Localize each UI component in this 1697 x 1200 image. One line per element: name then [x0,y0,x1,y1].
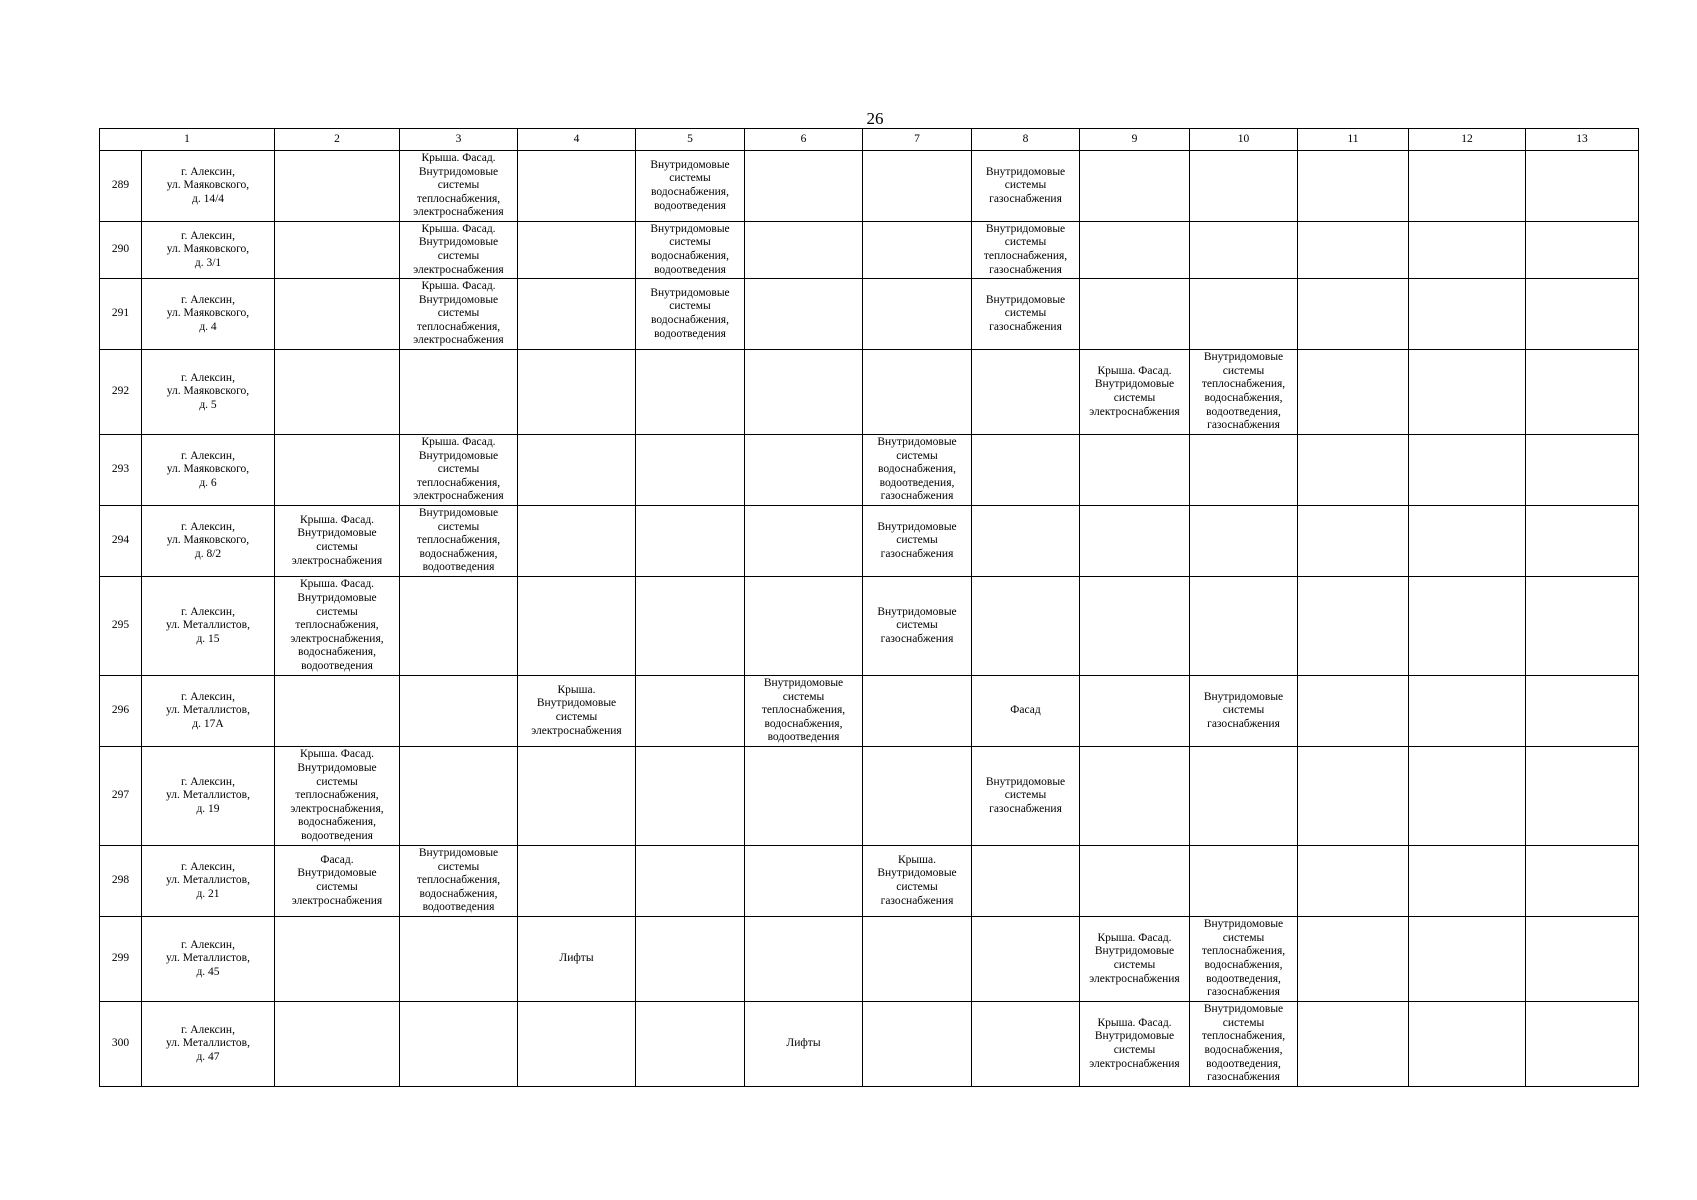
work-cell-col-9 [1080,151,1190,222]
work-description: Лифты [786,1037,821,1050]
work-cell-col-9 [1080,1002,1190,1087]
row-number-cell [100,747,142,846]
work-cell-col-2 [275,676,400,747]
work-cell-col-11 [1298,350,1409,435]
work-cell-col-7 [863,577,972,676]
work-cell-col-7 [863,917,972,1002]
row-number: 298 [111,874,130,887]
row-number-cell [100,222,142,279]
address-text: г. Алексин, ул. Маяковского, д. 14/4 [166,165,250,205]
work-cell-col-8 [972,506,1080,577]
work-description: Внутридомовые системы газоснабжения [985,775,1066,815]
table-row [100,1002,1639,1087]
work-cell-col-5 [636,676,745,747]
address-cell [142,222,275,279]
work-cell-col-3 [400,151,518,222]
work-cell-col-13 [1526,676,1639,747]
work-cell-col-8 [972,435,1080,506]
work-cell-col-2 [275,846,400,917]
work-cell-col-9 [1080,747,1190,846]
row-number-cell [100,506,142,577]
work-cell-col-7 [863,222,972,279]
work-description: Крыша. Фасад. Внутридомовые системы электроснабжения [1089,364,1180,418]
work-cell-col-12 [1409,577,1526,676]
work-description: Фасад [1010,704,1041,717]
work-cell-col-5 [636,279,745,350]
row-number: 293 [111,463,130,476]
work-cell-col-13 [1526,279,1639,350]
work-cell-col-3 [400,350,518,435]
work-cell-col-5 [636,846,745,917]
work-description: Крыша. Фасад. Внутридомовые системы теплоснабжения, электроснабжения, водоснабжения, водоотведения [290,748,384,842]
work-cell-col-6 [745,747,863,846]
work-cell-col-13 [1526,747,1639,846]
work-cell-col-10 [1190,151,1298,222]
work-cell-col-11 [1298,747,1409,846]
column-header: 8 [972,129,1080,151]
page-number: 26 [866,109,884,128]
table-row [100,506,1639,577]
work-cell-col-2 [275,435,400,506]
work-cell-col-2 [275,279,400,350]
address-cell [142,506,275,577]
column-header: 10 [1190,129,1298,151]
work-description: Внутридомовые системы газоснабжения [985,293,1066,333]
work-cell-col-4 [518,222,636,279]
work-description: Крыша. Фасад. Внутридомовые системы теплоснабжения, электроснабжения, водоснабжения, водоотведения [290,578,384,672]
work-cell-col-5 [636,151,745,222]
work-cell-col-10 [1190,279,1298,350]
address-cell [142,279,275,350]
work-cell-col-12 [1409,350,1526,435]
work-cell-col-7 [863,506,972,577]
row-number-cell [100,577,142,676]
column-number-row [100,129,1639,151]
work-cell-col-11 [1298,506,1409,577]
work-cell-col-13 [1526,350,1639,435]
work-cell-col-6 [745,151,863,222]
work-cell-col-10 [1190,506,1298,577]
work-cell-col-11 [1298,846,1409,917]
work-cell-col-9 [1080,279,1190,350]
row-number-cell [100,151,142,222]
table-row [100,435,1639,506]
work-cell-col-8 [972,676,1080,747]
work-description: Внутридомовые системы теплоснабжения, водоснабжения, водоотведения [416,847,501,914]
column-header: 1 [100,129,275,151]
work-cell-col-10 [1190,350,1298,435]
work-cell-col-9 [1080,846,1190,917]
row-number-cell [100,350,142,435]
work-cell-col-3 [400,747,518,846]
work-cell-col-9 [1080,222,1190,279]
address-text: г. Алексин, ул. Маяковского, д. 6 [166,449,250,489]
work-cell-col-8 [972,151,1080,222]
work-cell-col-11 [1298,222,1409,279]
work-cell-col-13 [1526,577,1639,676]
work-description: Внутридомовые системы теплоснабжения, водоснабжения, водоотведения [761,677,846,744]
work-cell-col-5 [636,747,745,846]
work-cell-col-10 [1190,222,1298,279]
work-cell-col-2 [275,917,400,1002]
work-cell-col-4 [518,1002,636,1087]
work-cell-col-3 [400,222,518,279]
work-cell-col-3 [400,506,518,577]
table-row [100,279,1639,350]
address-cell [142,350,275,435]
work-cell-col-9 [1080,506,1190,577]
row-number: 291 [111,307,130,320]
table-row [100,222,1639,279]
work-cell-col-3 [400,435,518,506]
column-header: 3 [400,129,518,151]
column-header: 4 [518,129,636,151]
work-description: Внутридомовые системы водоснабжения, водоотведения [650,286,730,340]
address-cell [142,747,275,846]
work-description: Внутридомовые системы водоснабжения, водоотведения [650,222,730,276]
column-header: 13 [1526,129,1639,151]
work-cell-col-9 [1080,917,1190,1002]
address-text: г. Алексин, ул. Металлистов, д. 47 [166,1023,250,1063]
row-number-cell [100,1002,142,1087]
address-text: г. Алексин, ул. Маяковского, д. 3/1 [166,229,250,269]
work-cell-col-7 [863,747,972,846]
work-cell-col-8 [972,350,1080,435]
work-cell-col-12 [1409,1002,1526,1087]
work-cell-col-4 [518,917,636,1002]
work-cell-col-8 [972,279,1080,350]
work-cell-col-8 [972,917,1080,1002]
work-cell-col-4 [518,747,636,846]
work-cell-col-12 [1409,747,1526,846]
work-description: Крыша. Фасад. Внутридомовые системы теплоснабжения, электроснабжения [413,280,504,347]
work-cell-col-7 [863,846,972,917]
work-cell-col-4 [518,435,636,506]
work-cell-col-3 [400,846,518,917]
table-row [100,676,1639,747]
work-cell-col-6 [745,846,863,917]
address-text: г. Алексин, ул. Металлистов, д. 21 [166,860,250,900]
work-cell-col-12 [1409,846,1526,917]
work-cell-col-8 [972,1002,1080,1087]
work-description: Внутридомовые системы теплоснабжения, водоснабжения, водоотведения [416,507,501,574]
column-header: 12 [1409,129,1526,151]
row-number-cell [100,676,142,747]
work-cell-col-5 [636,506,745,577]
row-number: 292 [111,385,130,398]
work-cell-col-7 [863,1002,972,1087]
work-cell-col-12 [1409,151,1526,222]
work-cell-col-11 [1298,577,1409,676]
address-cell [142,1002,275,1087]
work-cell-col-3 [400,676,518,747]
work-cell-col-2 [275,577,400,676]
work-cell-col-5 [636,350,745,435]
work-cell-col-2 [275,1002,400,1087]
address-text: г. Алексин, ул. Маяковского, д. 8/2 [166,520,250,560]
work-cell-col-6 [745,506,863,577]
work-cell-col-5 [636,1002,745,1087]
row-number-cell [100,435,142,506]
work-description: Внутридомовые системы водоснабжения, водоотведения, газоснабжения [877,436,957,503]
table-row [100,350,1639,435]
row-number: 297 [111,789,130,802]
column-header: 7 [863,129,972,151]
work-cell-col-5 [636,435,745,506]
column-header: 2 [275,129,400,151]
row-number: 296 [111,704,130,717]
work-cell-col-3 [400,577,518,676]
work-cell-col-6 [745,435,863,506]
work-cell-col-11 [1298,917,1409,1002]
work-cell-col-4 [518,151,636,222]
work-cell-col-6 [745,279,863,350]
work-description: Внутридомовые системы водоснабжения, водоотведения [650,158,730,212]
work-cell-col-10 [1190,1002,1298,1087]
address-cell [142,577,275,676]
work-cell-col-4 [518,350,636,435]
work-cell-col-9 [1080,676,1190,747]
work-cell-col-8 [972,222,1080,279]
work-cell-col-13 [1526,151,1639,222]
work-cell-col-11 [1298,676,1409,747]
work-description: Внутридомовые системы газоснабжения [877,605,957,645]
address-cell [142,435,275,506]
work-cell-col-11 [1298,435,1409,506]
work-cell-col-7 [863,151,972,222]
address-cell [142,151,275,222]
work-cell-col-10 [1190,917,1298,1002]
work-cell-col-10 [1190,846,1298,917]
work-description: Крыша. Внутридомовые системы электроснабжения [531,683,622,737]
work-cell-col-10 [1190,747,1298,846]
column-header: 6 [745,129,863,151]
work-cell-col-12 [1409,279,1526,350]
work-cell-col-4 [518,279,636,350]
work-cell-col-10 [1190,435,1298,506]
column-header: 9 [1080,129,1190,151]
work-cell-col-5 [636,222,745,279]
work-description: Внутридомовые системы теплоснабжения, водоснабжения, водоотведения, газоснабжения [1201,918,1286,999]
work-cell-col-8 [972,846,1080,917]
row-number: 289 [111,179,130,192]
address-cell [142,917,275,1002]
work-description: Крыша. Фасад. Внутридомовые системы теплоснабжения, электроснабжения [413,152,504,219]
work-cell-col-4 [518,846,636,917]
table-body [100,151,1639,1087]
work-cell-col-6 [745,917,863,1002]
work-cell-col-7 [863,435,972,506]
capital-repair-table [99,128,1639,1087]
work-cell-col-3 [400,917,518,1002]
work-cell-col-6 [745,577,863,676]
work-cell-col-2 [275,506,400,577]
address-text: г. Алексин, ул. Металлистов, д. 17А [166,690,250,730]
work-cell-col-5 [636,917,745,1002]
work-cell-col-7 [863,279,972,350]
work-cell-col-11 [1298,279,1409,350]
work-cell-col-9 [1080,350,1190,435]
work-cell-col-7 [863,676,972,747]
address-cell [142,846,275,917]
work-description: Внутридомовые системы теплоснабжения, водоснабжения, водоотведения, газоснабжения [1201,351,1286,432]
work-description: Внутридомовые системы теплоснабжения, водоснабжения, водоотведения, газоснабжения [1201,1003,1286,1084]
table-row [100,151,1639,222]
address-text: г. Алексин, ул. Маяковского, д. 5 [166,371,250,411]
work-description: Крыша. Фасад. Внутридомовые системы теплоснабжения, электроснабжения [413,436,504,503]
work-cell-col-6 [745,350,863,435]
work-cell-col-4 [518,506,636,577]
work-description: Крыша. Внутридомовые системы газоснабжения [877,853,957,907]
work-cell-col-13 [1526,222,1639,279]
row-number-cell [100,917,142,1002]
address-cell [142,676,275,747]
address-text: г. Алексин, ул. Металлистов, д. 45 [166,938,250,978]
table-row [100,846,1639,917]
row-number: 290 [111,243,130,256]
work-cell-col-2 [275,747,400,846]
work-cell-col-3 [400,1002,518,1087]
work-cell-col-11 [1298,151,1409,222]
row-number: 294 [111,534,130,547]
work-cell-col-8 [972,577,1080,676]
work-description: Крыша. Фасад. Внутридомовые системы электроснабжения [291,513,383,567]
table-row [100,917,1639,1002]
work-description: Крыша. Фасад. Внутридомовые системы электроснабжения [413,222,504,276]
work-cell-col-6 [745,1002,863,1087]
row-number-cell [100,279,142,350]
work-cell-col-13 [1526,1002,1639,1087]
table-row [100,577,1639,676]
address-text: г. Алексин, ул. Металлистов, д. 15 [166,605,250,645]
work-cell-col-3 [400,279,518,350]
work-cell-col-6 [745,676,863,747]
work-description: Внутридомовые системы газоснабжения [877,520,957,560]
work-cell-col-2 [275,350,400,435]
work-cell-col-2 [275,151,400,222]
work-cell-col-9 [1080,435,1190,506]
address-text: г. Алексин, ул. Маяковского, д. 4 [166,293,250,333]
work-cell-col-4 [518,577,636,676]
work-cell-col-12 [1409,435,1526,506]
work-cell-col-12 [1409,222,1526,279]
work-cell-col-10 [1190,577,1298,676]
table-row [100,747,1639,846]
work-description: Внутридомовые системы газоснабжения [985,165,1066,205]
column-header: 5 [636,129,745,151]
work-cell-col-12 [1409,676,1526,747]
work-cell-col-12 [1409,917,1526,1002]
work-description: Лифты [559,952,594,965]
work-cell-col-7 [863,350,972,435]
work-cell-col-4 [518,676,636,747]
work-description: Внутридомовые системы теплоснабжения, газоснабжения [983,222,1068,276]
work-cell-col-8 [972,747,1080,846]
work-cell-col-13 [1526,435,1639,506]
work-cell-col-10 [1190,676,1298,747]
work-cell-col-13 [1526,506,1639,577]
work-description: Крыша. Фасад. Внутридомовые системы электроснабжения [1089,1016,1180,1070]
column-header: 11 [1298,129,1409,151]
work-cell-col-9 [1080,577,1190,676]
work-cell-col-13 [1526,917,1639,1002]
work-cell-col-2 [275,222,400,279]
work-description: Внутридомовые системы газоснабжения [1203,690,1284,730]
work-cell-col-11 [1298,1002,1409,1087]
row-number: 299 [111,952,130,965]
work-cell-col-13 [1526,846,1639,917]
work-description: Фасад. Внутридомовые системы электроснабжения [291,853,383,907]
work-cell-col-12 [1409,506,1526,577]
work-description: Крыша. Фасад. Внутридомовые системы электроснабжения [1089,931,1180,985]
row-number: 295 [111,619,130,632]
work-cell-col-5 [636,577,745,676]
work-cell-col-6 [745,222,863,279]
row-number: 300 [111,1037,130,1050]
address-text: г. Алексин, ул. Металлистов, д. 19 [166,775,250,815]
row-number-cell [100,846,142,917]
